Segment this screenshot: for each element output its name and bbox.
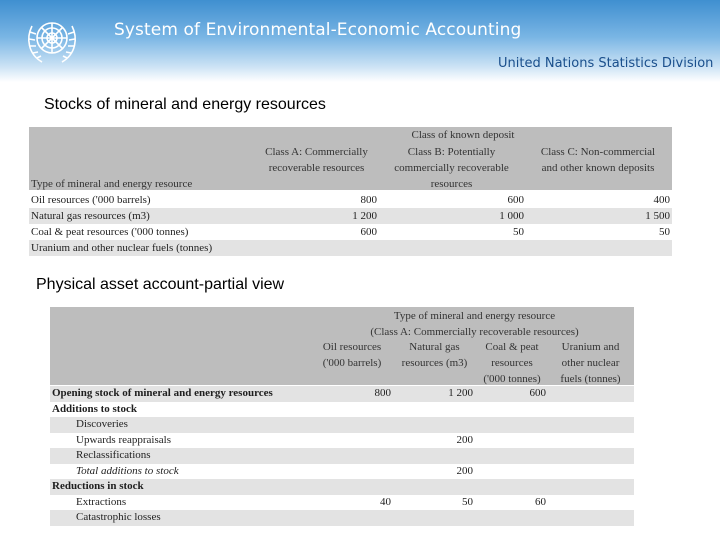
table-row: Natural gas resources (m3) 1 200 1 000 1 500 [31,210,670,222]
un-emblem-icon [20,8,84,72]
table-row: Discoveries [50,417,634,433]
stocks-heading: Stocks of mineral and energy resources [44,96,326,113]
header-title: System of Environmental-Economic Accounting [114,20,522,40]
asset-account-header [50,307,634,385]
col3-header: Coal & peat resources ('000 tonnes) [483,341,541,385]
table-row: Upwards reappraisals 200 [76,433,473,446]
col-c-header: Class C: Non-commercial and other known deposits [540,146,656,174]
table-row: Opening stock of mineral and energy resources 800 1 200 600 [50,386,634,402]
table-row: Coal & peat resources ('000 tonnes) 600 50 50 [31,226,670,238]
col1-header: Oil resources ('000 barrels) [322,341,382,369]
col4-header: Uranium and other nuclear fuels (tonnes) [560,341,621,385]
table-row: Reclassifications [50,448,634,464]
col-b-header: Class B: Potentially commercially recoverable resources [394,146,509,190]
table-row: Catastrophic losses [50,510,634,526]
stocks-table [29,127,672,257]
table-row: Total additions to stock 200 [76,464,473,477]
header-banner [0,0,720,82]
table-row: Uranium and other nuclear fuels (tonnes) [29,240,672,256]
asset-account-heading: Physical asset account-partial view [36,276,285,293]
type-label: Type of mineral and energy resource [31,178,193,190]
table-row: Extractions 40 50 60 [76,495,546,508]
table-row: Reductions in stock [50,479,634,495]
resource-type-header: Type of mineral and energy resource (Class A: Commercially recoverable resources) [370,310,579,338]
class-known-deposit-header: Class of known deposit [411,129,515,141]
col2-header: Natural gas resources (m3) [401,341,468,369]
stocks-table-header [29,127,672,190]
col-a-header: Class A: Commercially recoverable resources [265,146,368,174]
table-row: Additions to stock [52,402,137,415]
division-label: United Nations Statistics Division [498,56,714,71]
table-row: Oil resources ('000 barrels) 800 600 400 [31,194,670,206]
asset-account-table [50,307,634,527]
